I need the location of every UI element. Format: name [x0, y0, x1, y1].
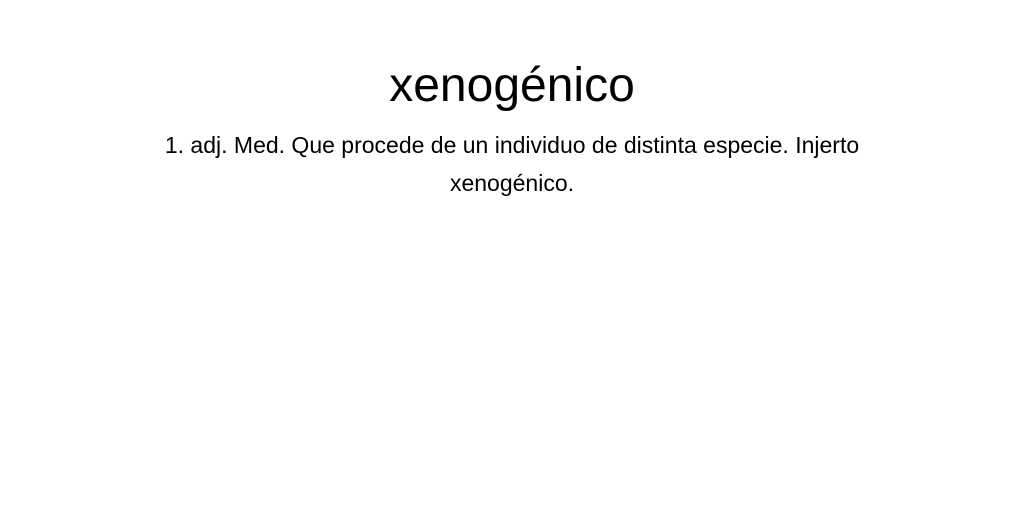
- definition-text: 1. adj. Med. Que procede de un individuo de distinta especie. Injerto xenogénico.: [164, 132, 860, 196]
- headword: xenogénico: [389, 59, 635, 112]
